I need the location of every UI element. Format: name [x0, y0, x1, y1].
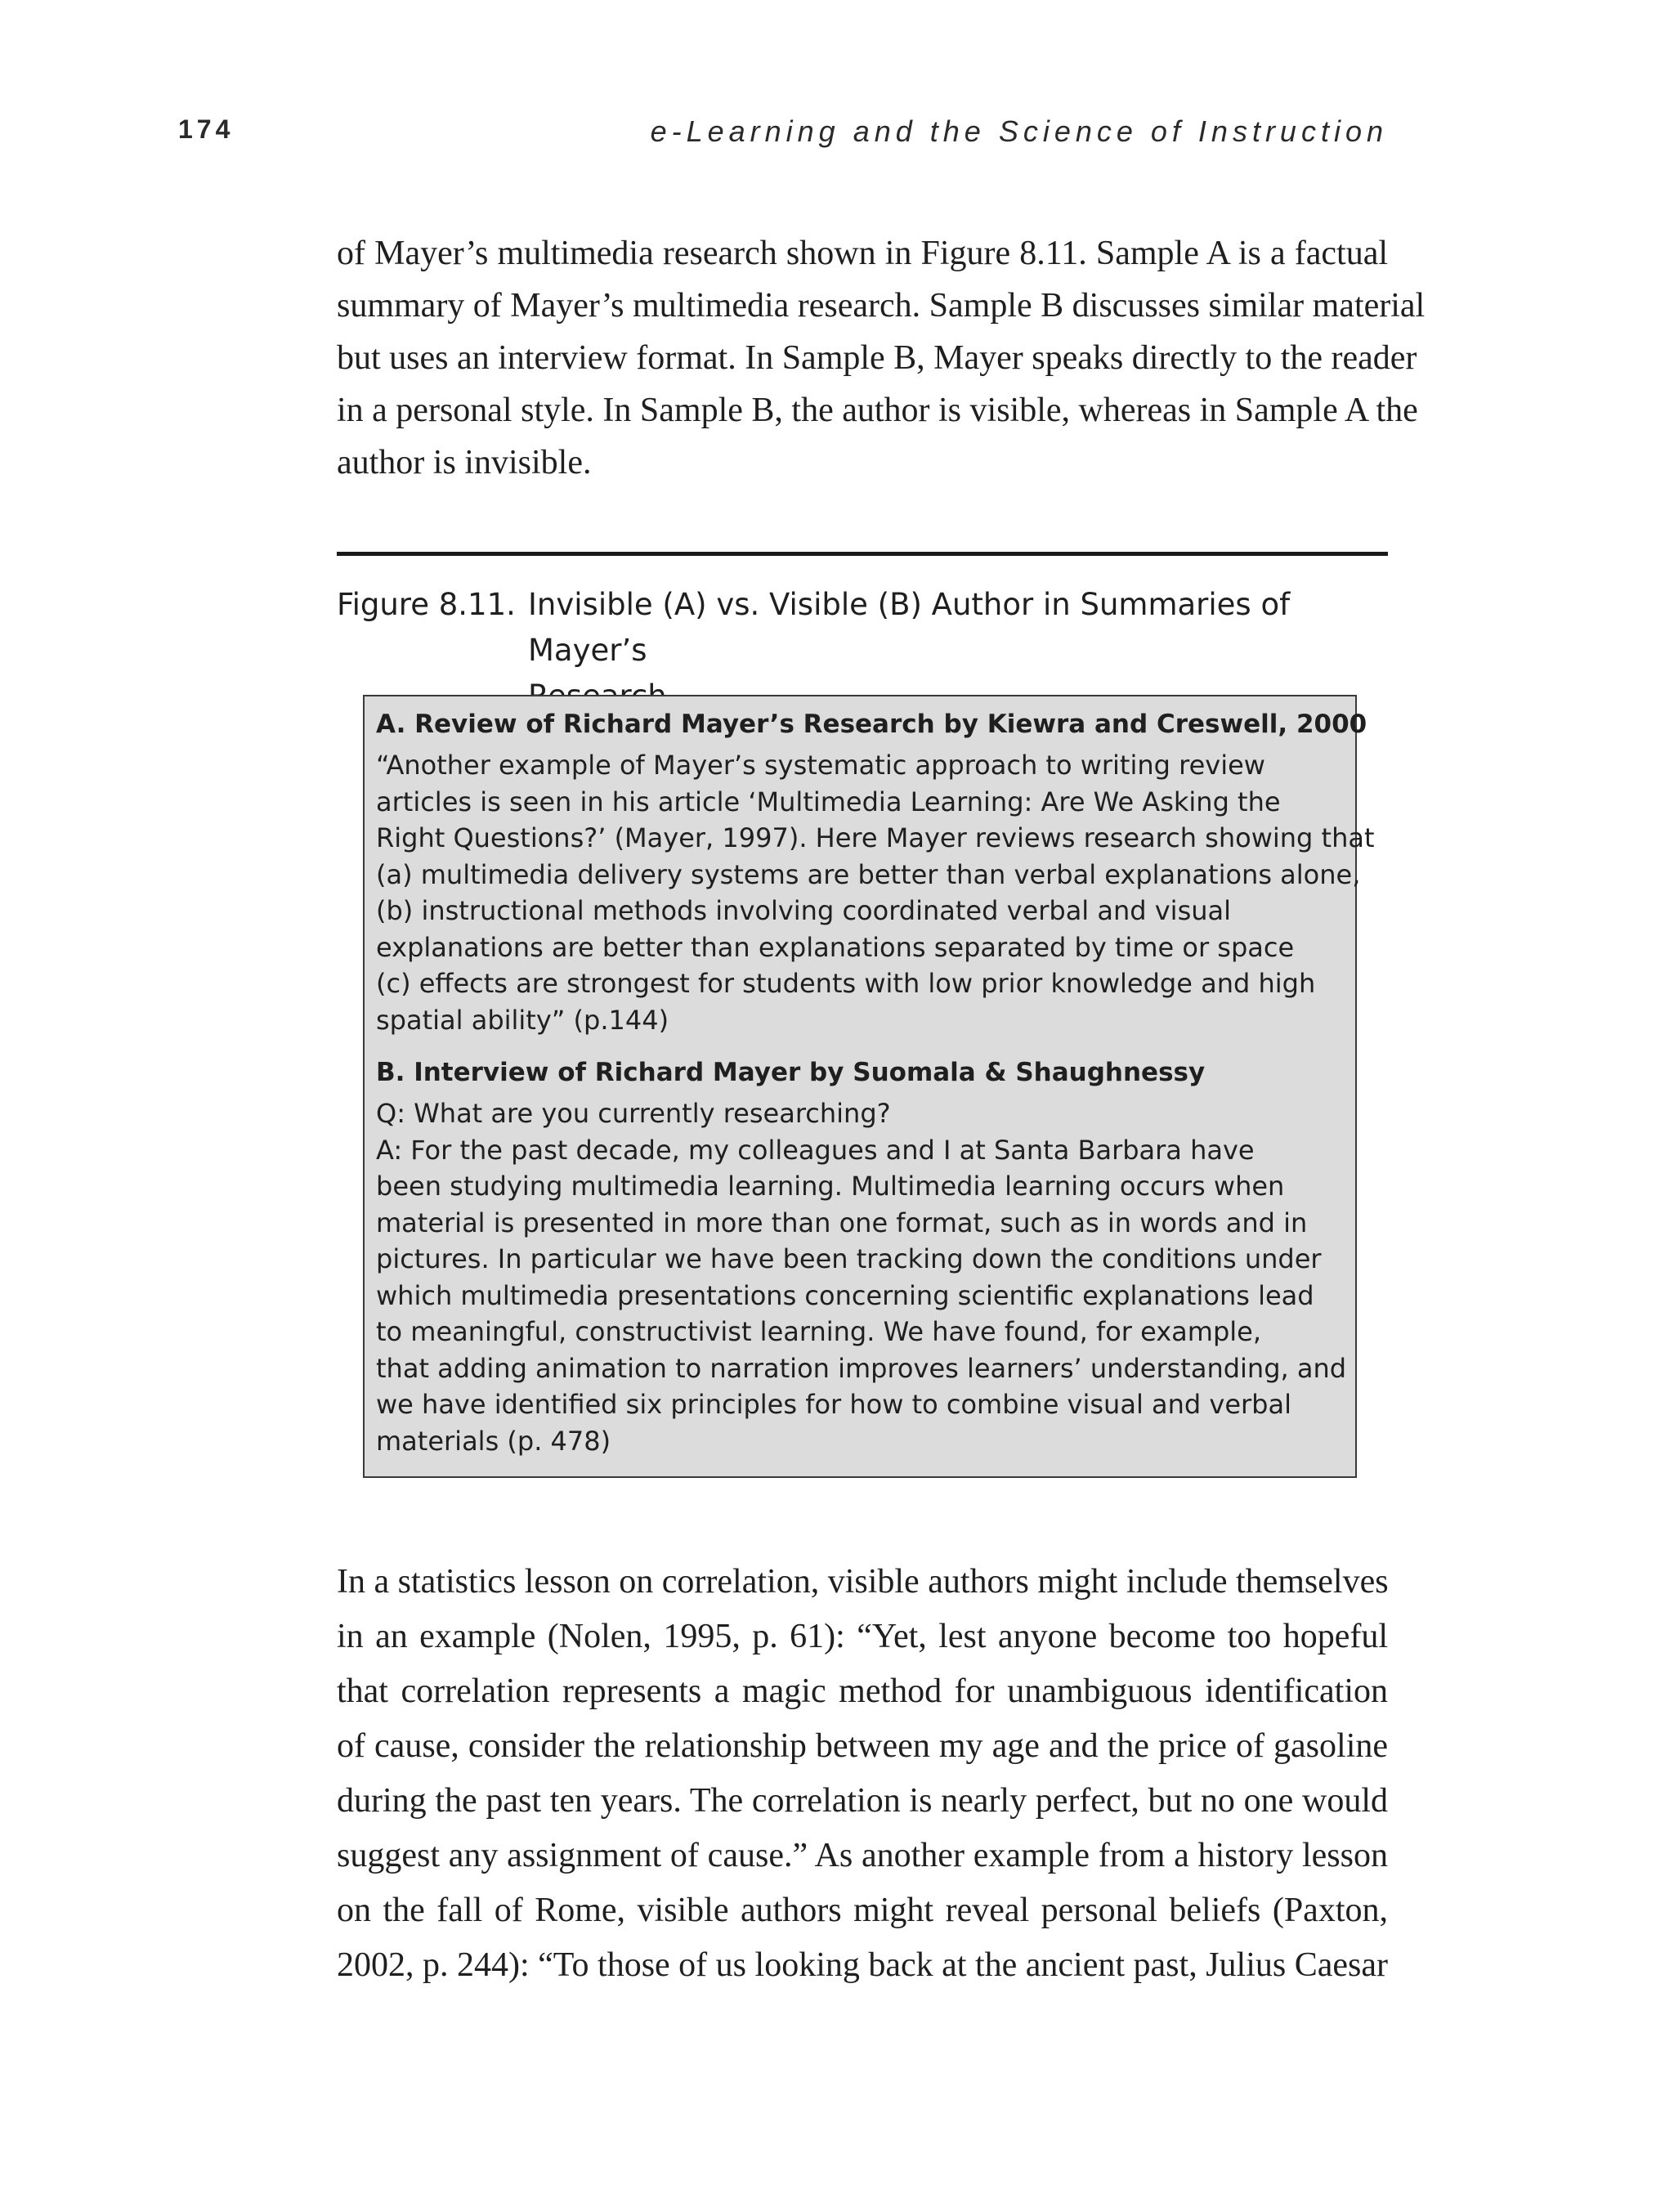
- text-line: in a personal style. In Sample B, the author is visible, whereas in Sample A the: [337, 392, 1418, 429]
- text-line: but uses an interview format. In Sample B, Mayer speaks directly to the reader: [337, 339, 1417, 377]
- text-line: suggest any assignment of cause.” As another example from a history lesson: [337, 1837, 1388, 1874]
- box-line: Q: What are you currently researching?: [376, 1098, 891, 1129]
- text-line: of Mayer’s multimedia research shown in Figure 8.11. Sample A is a factual: [337, 235, 1388, 272]
- figure-top-rule: [337, 552, 1388, 556]
- box-line: to meaningful, constructivist learning. We have found, for example,: [376, 1316, 1262, 1347]
- intro-paragraph: [337, 227, 1426, 489]
- text-line: summary of Mayer’s multimedia research. Sample B discusses similar material: [337, 287, 1426, 325]
- box-line: which multimedia presentations concerning scientific explanations lead: [376, 1279, 1314, 1311]
- box-line: A: For the past decade, my colleagues and I at Santa Barbara have: [376, 1134, 1255, 1166]
- figure-label: Figure 8.11.: [337, 587, 516, 622]
- box-line: material is presented in more than one format, such as in words and in: [376, 1207, 1308, 1238]
- text-line: 2002, p. 244): “To those of us looking back at the ancient past, Julius Caesar: [337, 1946, 1388, 1984]
- box-line: “Another example of Mayer’s systematic approach to writing review: [376, 750, 1265, 781]
- section-b-heading: B. Interview of Richard Mayer by Suomala & Shaughnessy: [376, 1058, 1206, 1087]
- text-line: on the fall of Rome, visible authors might reveal personal beliefs (Paxton,: [337, 1892, 1388, 1929]
- box-line: explanations are better than explanations separated by time or space: [376, 931, 1295, 963]
- text-line: that correlation represents a magic method for unambiguous identification: [337, 1672, 1388, 1710]
- page-number: 174: [178, 114, 235, 144]
- box-line: (a) multimedia delivery systems are better than verbal explanations alone,: [376, 858, 1361, 890]
- box-line: pictures. In particular we have been tracking down the conditions under: [376, 1243, 1322, 1274]
- box-line: spatial ability” (p.144): [376, 1004, 669, 1036]
- box-line: Right Questions?’ (Mayer, 1997). Here Mayer reviews research showing that: [376, 822, 1375, 853]
- text-line: In a statistics lesson on correlation, visible authors might include themselves: [337, 1563, 1389, 1601]
- box-line: articles is seen in his article ‘Multimedia Learning: Are We Asking the: [376, 786, 1281, 817]
- section-a: [376, 701, 1375, 1038]
- closing-paragraph: [337, 1555, 1388, 1993]
- section-a-heading: A. Review of Richard Mayer’s Research by Kiewra and Creswell, 2000: [376, 710, 1367, 739]
- text-line: author is invisible.: [337, 444, 592, 481]
- running-head: e-Learning and the Science of Instruction: [650, 114, 1388, 148]
- box-line: been studying multimedia learning. Multimedia learning occurs when: [376, 1171, 1285, 1202]
- figure-box: [363, 695, 1375, 1478]
- figure-title-line: Invisible (A) vs. Visible (B) Author in Summaries of Mayer’s: [528, 587, 1291, 668]
- box-line: materials (p. 478): [376, 1425, 611, 1457]
- box-line: we have identified six principles for how to combine visual and verbal: [376, 1389, 1291, 1420]
- box-line: (c) effects are strongest for students with low prior knowledge and high: [376, 968, 1316, 999]
- box-line: (b) instructional methods involving coordinated verbal and visual: [376, 895, 1232, 926]
- text-line: of cause, consider the relationship between my age and the price of gasoline: [337, 1727, 1388, 1765]
- box-line: that adding animation to narration improves learners’ understanding, and: [376, 1352, 1347, 1384]
- text-line: during the past ten years. The correlation is nearly perfect, but no one would: [337, 1782, 1388, 1820]
- text-line: in an example (Nolen, 1995, p. 61): “Yet, lest anyone become too hopeful: [337, 1618, 1388, 1655]
- section-b: [376, 1050, 1347, 1459]
